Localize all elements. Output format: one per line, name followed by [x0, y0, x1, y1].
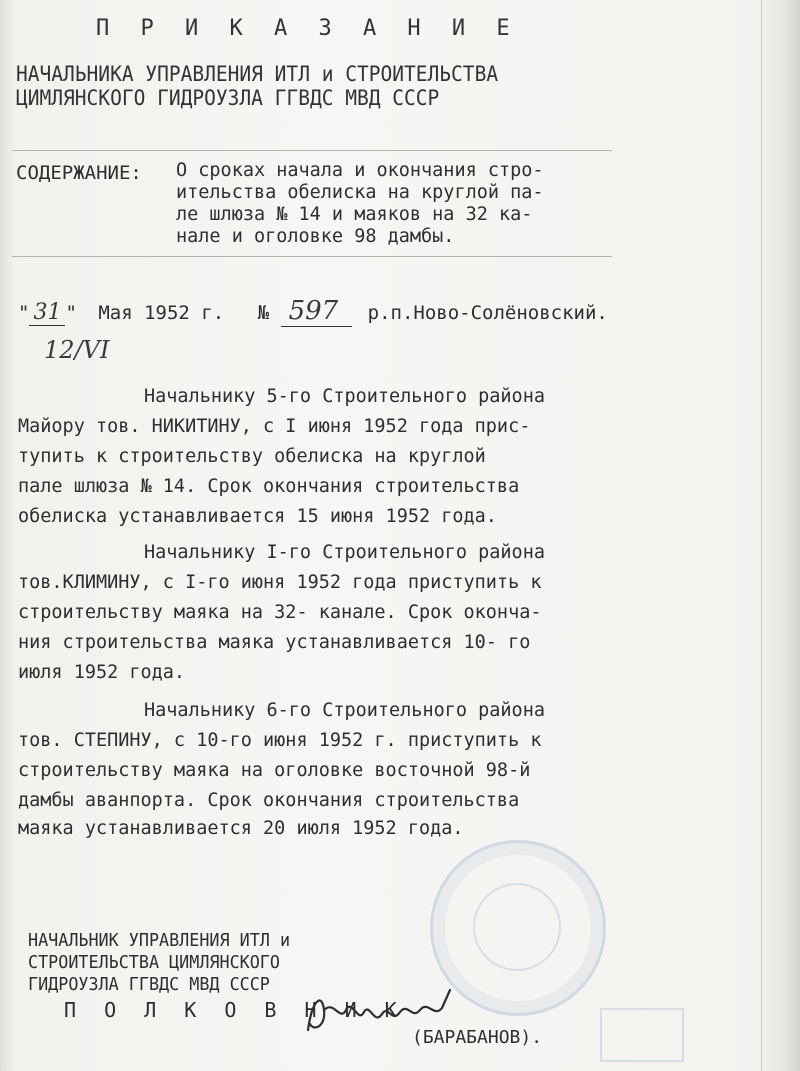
content-line-2: ительства обелиска на круглой па- — [176, 182, 544, 203]
signature-block-line-3: ГИДРОУЗЛА ГГВДС МВД СССР — [28, 974, 270, 995]
paragraph-1-line-2: Майору тов. НИКИТИНУ, с I июня 1952 года прис- — [18, 416, 531, 437]
order-number-label: № — [257, 302, 270, 324]
content-line-1: О сроках начала и окончания стро- — [176, 160, 544, 181]
content-label: СОДЕРЖАНИЕ: — [16, 162, 142, 184]
signatory-name: (БАРАБАНОВ). — [412, 1027, 543, 1048]
issuer-line-2: ЦИМЛЯНСКОГО ГИДРОУЗЛА ГГВДС МВД СССР — [16, 86, 440, 110]
paragraph-2-line-3: строительству маяка на 32- канале. Срок оконча- — [18, 602, 542, 623]
paragraph-3-line-5: маяка устанавливается 20 июля 1952 года. — [18, 818, 464, 839]
paragraph-2-line-4: ния строительства маяка устанавливается 10- го — [18, 632, 531, 653]
paragraph-3-line-4: дамбы аванпорта. Срок окончания строительства — [18, 790, 520, 811]
issuer-line-1: НАЧАЛЬНИКА УПРАВЛЕНИЯ ИТЛ и СТРОИТЕЛЬСТВА — [16, 62, 499, 86]
paragraph-2-line-5: июля 1952 года. — [18, 662, 186, 683]
scan-edge-shadow-left — [0, 0, 14, 1071]
signature-block-line-2: СТРОИТЕЛЬСТВА ЦИМЛЯНСКОГО — [28, 952, 280, 973]
handwritten-date-note: 12/VI — [44, 336, 110, 364]
date-day: 31 — [29, 300, 65, 326]
signatory-rank: П О Л К О В Н И К — [64, 998, 405, 1022]
paragraph-3-line-2: тов. СТЕПИНУ, с 10-го июня 1952 г. приступить к — [18, 730, 542, 751]
date-quote-close: " — [65, 302, 77, 324]
signature-block-line-1: НАЧАЛЬНИК УПРАВЛЕНИЯ ИТЛ и — [28, 930, 291, 951]
seal-emblem — [473, 883, 561, 971]
date-month-year: Мая 1952 г. — [98, 302, 225, 324]
scan-edge-shadow-right — [761, 0, 800, 1071]
paragraph-2-line-2: тов.КЛИМИНУ, с I-го июня 1952 года приступить к — [18, 572, 542, 593]
paragraph-2-line-1: Начальнику I-го Строительного района — [144, 542, 545, 563]
order-number: 597 — [281, 296, 353, 327]
paragraph-3-line-3: строительству маяка на оголовке восточной 98-й — [18, 760, 531, 781]
document-title: П Р И К А З А Н И Е — [96, 16, 519, 41]
paragraph-3-line-1: Начальнику 6-го Строительного района — [144, 700, 545, 721]
content-line-3: ле шлюза № 14 и маяков на 32 ка- — [176, 204, 533, 225]
issue-place: р.п.Ново-Солёновский. — [367, 302, 608, 324]
date-line — [18, 296, 608, 326]
paragraph-1-line-1: Начальнику 5-го Строительного района — [144, 386, 545, 407]
divider-top — [12, 150, 612, 151]
paragraph-1-line-5: обелиска устанавливается 15 июня 1952 года. — [18, 506, 497, 527]
paragraph-1-line-4: пале шлюза № 14. Срок окончания строительства — [18, 476, 520, 497]
content-line-4: нале и оголовке 98 дамбы. — [176, 226, 455, 247]
date-quote-open: " — [18, 302, 30, 324]
registration-stamp — [600, 1008, 684, 1062]
paragraph-1-line-3: тупить к строительству обелиска на круглой — [18, 446, 486, 467]
divider-bottom — [12, 256, 612, 257]
